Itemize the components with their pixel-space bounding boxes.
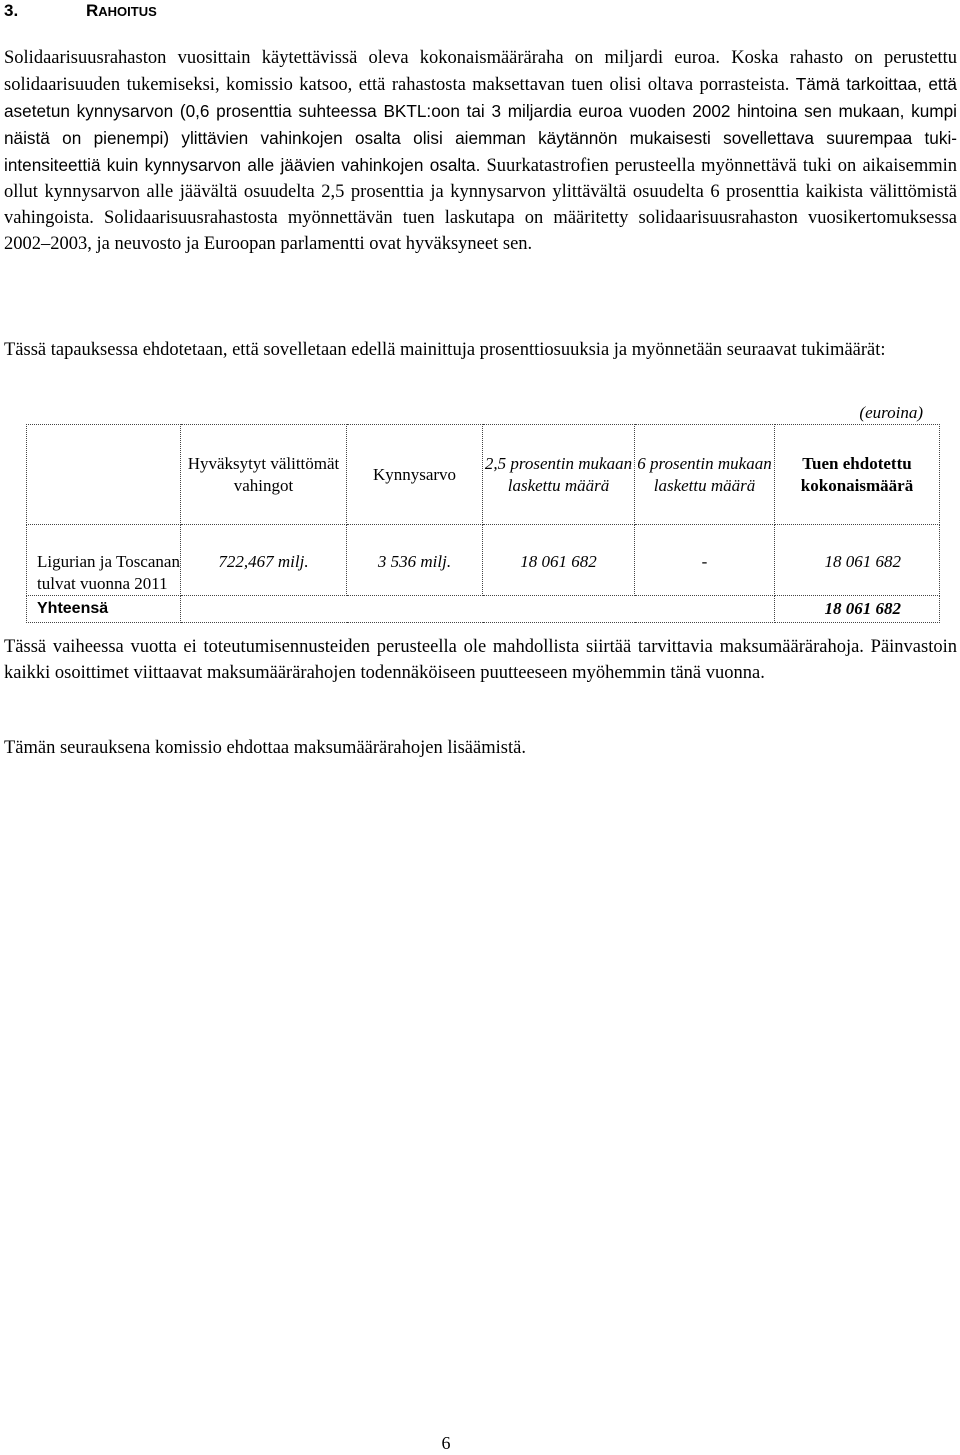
cell-threshold: 3 536 milj. xyxy=(347,525,483,596)
cell-2-5-percent: 18 061 682 xyxy=(483,525,635,596)
table-unit-label: (euroina) xyxy=(859,403,923,422)
section-heading xyxy=(4,0,157,22)
paragraph-1-part-a: Solidaarisuusrahaston vuosittain käytettävissä oleva kokonaismääräraha on miljardi euroa. Koska rahasto on perustettu solidaarisuuden tukemiseksi, komissio katsoo, että rahastosta maksettavan tuen olisi oltava porrasteista. xyxy=(4,48,957,95)
paragraph-1-part-b: Tämä tarkoittaa, että asetetun kynnysarvon (0,6 prosenttia suhteessa BKTL:oon tai 3 miljardia euroa vuoden 2002 hintoina sen mukaan, kumpi näistä on pienempi) ylittävien vahinkojen osalta olisi aiemman käytännön mukaisesti sovellettava suurempaa tuki-intensiteettiä kuin kynnysarvon alle jäävien vahinkojen osalta. xyxy=(4,74,957,175)
row-label: Ligurian ja Toscanan tulvat vuonna 2011 xyxy=(27,525,181,596)
total-value: 18 061 682 xyxy=(775,596,940,623)
header-total-proposed: Tuen ehdotettu kokonaismäärä xyxy=(775,425,940,525)
total-label: Yhteensä xyxy=(27,596,181,623)
total-empty-span xyxy=(181,596,775,623)
paragraph-funding-intro xyxy=(4,45,957,257)
paragraph-1-part-c: Suurkatastrofien perusteella myönnettävä tuki on aikaisemmin ollut kynnysarvon alle jäävältä osuudelta 2,5 prosenttia ja kynnysarvon ylittävältä osuudelta 6 prosenttia kaikista välittömistä vahingoista. Solidaarisuusrahastosta myönnettävän tuen laskutapa on määritetty solidaarisuusrahaston vuosikertomuksessa 2002–2003, ja neuvosto ja Euroopan parlamentti ovat hyväksyneet sen. xyxy=(4,156,957,254)
cell-approved-damage: 722,467 milj. xyxy=(181,525,347,596)
section-title-rest: AHOITUS xyxy=(98,4,157,19)
table-header-empty xyxy=(27,425,181,525)
header-threshold: Kynnysarvo xyxy=(347,425,483,525)
paragraph-proposal: Tässä tapauksessa ehdotetaan, että sovelletaan edellä mainittuja prosenttiosuuksia ja myönnetään seuraavat tukimäärät: xyxy=(4,340,886,360)
paragraph-payment-appropriations: Tässä vaiheessa vuotta ei toteutumisennusteiden perusteella ole mahdollista siirtää tarvittavia maksumäärärahoja. Päinvastoin kaikki osoittimet viittaavat maksumäärärahojen todennäköiseen puutteeseen myöhemmin tänä vuonna. xyxy=(4,637,957,683)
header-approved-damage: Hyväksytyt välittömät vahingot xyxy=(181,425,347,525)
aid-amount-table xyxy=(26,424,940,623)
header-6-percent: 6 prosentin mukaan laskettu määrä xyxy=(635,425,775,525)
header-2-5-percent: 2,5 prosentin mukaan laskettu määrä xyxy=(483,425,635,525)
page-number: 6 xyxy=(441,1433,451,1453)
table-header-row xyxy=(27,425,940,525)
cell-total-proposed: 18 061 682 xyxy=(775,525,940,596)
section-title-initial: R xyxy=(86,1,99,20)
table-row xyxy=(27,525,940,596)
paragraph-conclusion: Tämän seurauksena komissio ehdottaa maksumäärärahojen lisäämistä. xyxy=(4,738,526,758)
section-number: 3. xyxy=(4,1,19,20)
cell-6-percent: - xyxy=(635,525,775,596)
table-total-row xyxy=(27,596,940,623)
